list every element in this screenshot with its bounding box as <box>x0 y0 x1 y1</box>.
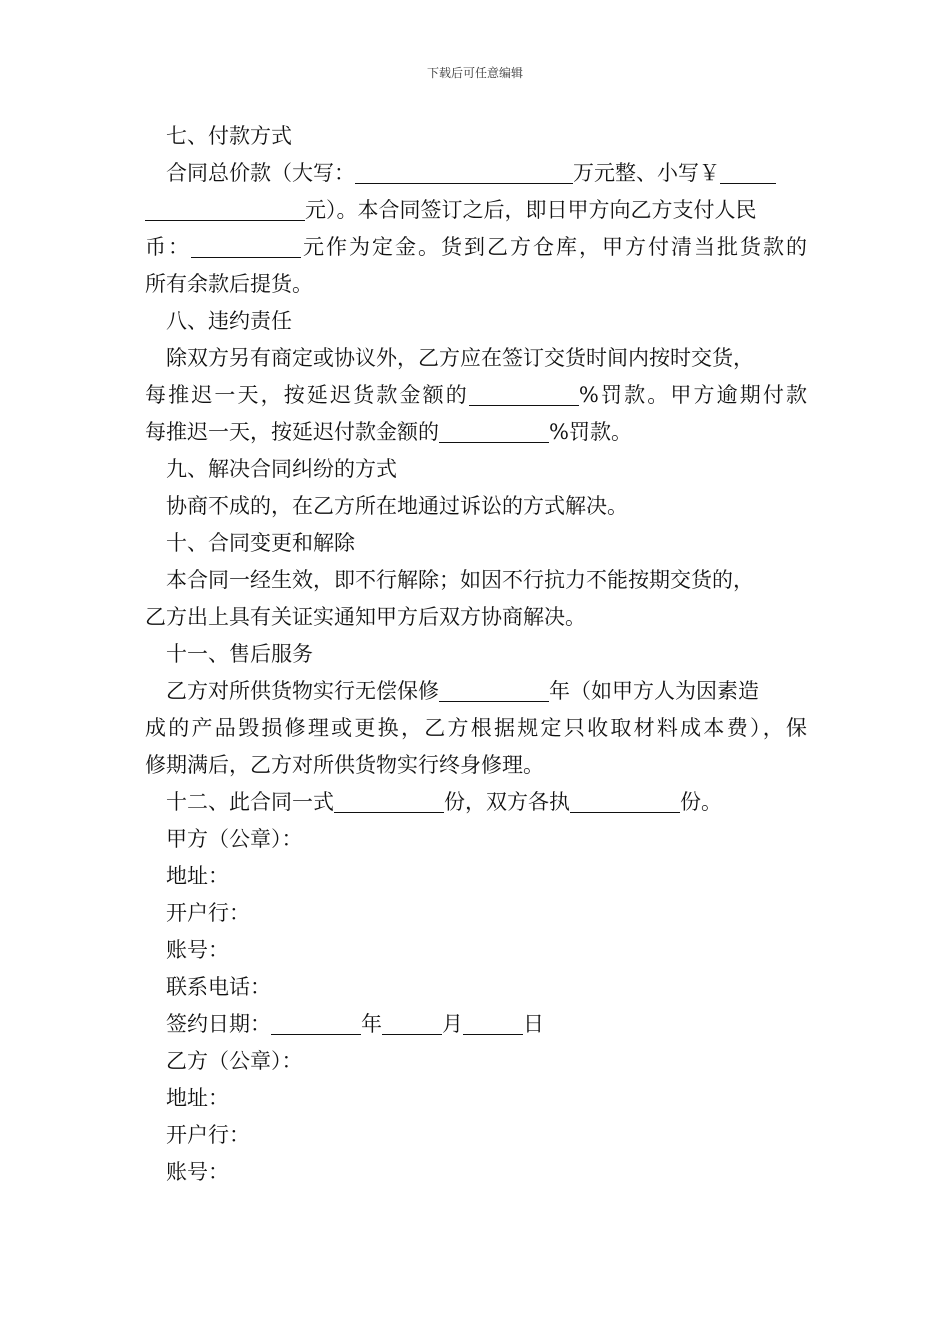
blank-sign-year[interactable] <box>271 1010 361 1035</box>
party-a-address: 地址： <box>166 864 229 888</box>
text: 元）。本合同签订之后，即日甲方向乙方支付人民 <box>305 198 757 222</box>
section-10-line-1: 本合同一经生效，即不行解除；如因不行抗力不能按期交货的， <box>166 568 754 592</box>
section-7-line-3 <box>145 229 807 266</box>
party-a-title: 甲方（公章）： <box>166 827 303 851</box>
section-9-line-1: 协商不成的，在乙方所在地通过诉讼的方式解决。 <box>166 494 628 518</box>
section-9-title: 九、解决合同纠纷的方式 <box>166 457 397 481</box>
text: 月 <box>442 1012 463 1036</box>
blank-copies-each[interactable] <box>570 788 680 813</box>
section-8-title: 八、违约责任 <box>166 309 292 333</box>
party-a-bank: 开户行： <box>166 901 250 925</box>
blank-copies-total[interactable] <box>334 788 444 813</box>
section-7-line-1 <box>145 155 807 192</box>
text: 万元整、小写￥ <box>573 161 720 185</box>
section-7-line-2 <box>145 192 807 229</box>
party-b-account: 账号： <box>166 1160 229 1184</box>
section-12-line <box>145 784 807 821</box>
section-11-line-2: 成的产品毁损修理或更换，乙方根据规定只收取材料成本费），保 <box>145 716 807 740</box>
section-8-line-1: 除双方另有商定或协议外，乙方应在签订交货时间内按时交货， <box>166 346 754 370</box>
blank-deposit[interactable] <box>191 233 301 258</box>
section-10-line-2: 乙方出上具有关证实通知甲方后双方协商解决。 <box>145 605 586 629</box>
blank-total-words[interactable] <box>355 159 573 184</box>
party-b-title: 乙方（公章）： <box>166 1049 303 1073</box>
section-10-title: 十、合同变更和解除 <box>166 531 355 555</box>
text: %罚款。 <box>549 420 632 444</box>
text: 日 <box>523 1012 544 1036</box>
text: 份。 <box>680 790 722 814</box>
text: 份，双方各执 <box>444 790 570 814</box>
section-11-line-1 <box>145 673 807 710</box>
party-a-sign-date <box>145 1006 807 1043</box>
text: %罚款。甲方逾期付款 <box>578 383 807 407</box>
text: 十二、此合同一式 <box>166 790 334 814</box>
section-11-title: 十一、售后服务 <box>166 642 313 666</box>
section-8-line-3 <box>145 414 807 451</box>
section-11-line-3: 修期满后，乙方对所供货物实行终身修理。 <box>145 753 544 777</box>
text: 乙方对所供货物实行无偿保修 <box>166 679 439 703</box>
blank-delivery-penalty[interactable] <box>469 381 579 406</box>
blank-total-figure-a[interactable] <box>720 159 776 184</box>
page-header-note: 下载后可任意编辑 <box>426 66 523 80</box>
text: 每推迟一天，按延迟付款金额的 <box>145 420 439 444</box>
text: 元作为定金。货到乙方仓库，甲方付清当批货款的 <box>301 235 807 259</box>
blank-total-figure-b[interactable] <box>145 196 305 221</box>
party-a-phone: 联系电话： <box>166 975 271 999</box>
party-b-address: 地址： <box>166 1086 229 1110</box>
text: 年（如甲方人为因素造 <box>549 679 759 703</box>
blank-sign-month[interactable] <box>382 1010 442 1035</box>
section-8-line-2 <box>145 377 807 414</box>
text: 每推迟一天，按延迟货款金额的 <box>145 383 469 407</box>
text: 年 <box>361 1012 382 1036</box>
party-a-account: 账号： <box>166 938 229 962</box>
section-7-line-4: 所有余款后提货。 <box>145 272 313 296</box>
text: 合同总价款（大写： <box>166 161 355 185</box>
text: 币： <box>145 235 191 259</box>
blank-payment-penalty[interactable] <box>439 418 549 443</box>
blank-sign-day[interactable] <box>463 1010 523 1035</box>
text: 签约日期： <box>166 1012 271 1036</box>
blank-warranty-years[interactable] <box>439 677 549 702</box>
contract-body <box>145 118 807 1191</box>
section-7-title: 七、付款方式 <box>166 124 292 148</box>
party-b-bank: 开户行： <box>166 1123 250 1147</box>
